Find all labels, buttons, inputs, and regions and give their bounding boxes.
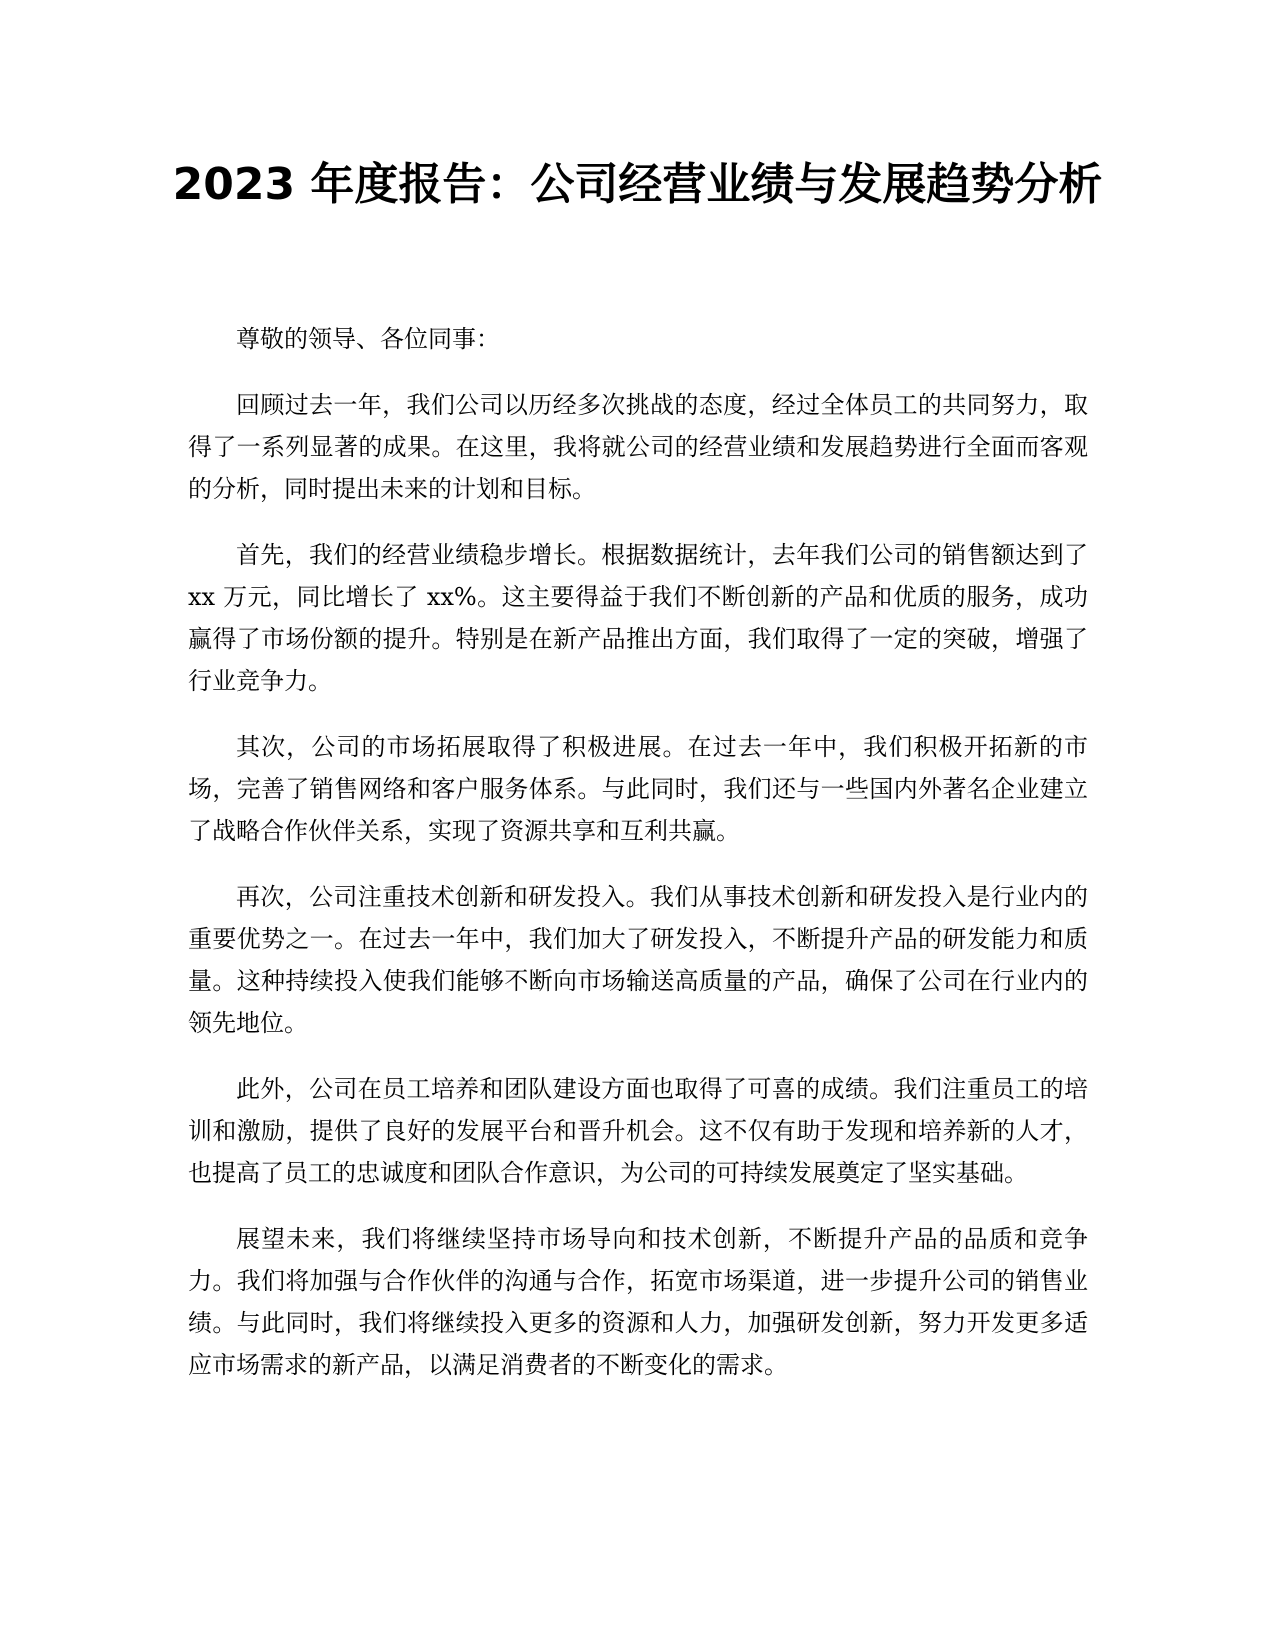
paragraph-outlook: 展望未来，我们将继续坚持市场导向和技术创新，不断提升产品的品质和竞争力。我们将加强与合作伙伴的沟通与合作，拓宽市场渠道，进一步提升公司的销售业绩。与此同时，我们将继续投入更多的资源和人力，加强研发创新，努力开发更多适应市场需求的新产品，以满足消费者的不断变化的需求。 [188, 1225, 1088, 1379]
paragraph-staff: 此外，公司在员工培养和团队建设方面也取得了可喜的成绩。我们注重员工的培训和激励，提供了良好的发展平台和晋升机会。这不仅有助于发现和培养新的人才，也提高了员工的忠诚度和团队合作意识，为公司的可持续发展奠定了坚实基础。 [188, 1075, 1088, 1187]
document-title: 2023 年度报告：公司经营业绩与发展趋势分析 [172, 159, 1103, 210]
paragraph-performance: 首先，我们的经营业绩稳步增长。根据数据统计，去年我们公司的销售额达到了 xx 万元，同比增长了 xx%。这主要得益于我们不断创新的产品和优质的服务，成功赢得了市场份额的提升。特别是在新产品推出方面，我们取得了一定的突破，增强了行业竞争力。 [188, 541, 1088, 695]
paragraph-salutation: 尊敬的领导、各位同事： [236, 325, 500, 353]
paragraph-technology: 再次，公司注重技术创新和研发投入。我们从事技术创新和研发投入是行业内的重要优势之一。在过去一年中，我们加大了研发投入，不断提升产品的研发能力和质量。这种持续投入使我们能够不断向市场输送高质量的产品，确保了公司在行业内的领先地位。 [188, 883, 1088, 1037]
paragraph-market: 其次，公司的市场拓展取得了积极进展。在过去一年中，我们积极开拓新的市场，完善了销售网络和客户服务体系。与此同时，我们还与一些国内外著名企业建立了战略合作伙伴关系，实现了资源共享和互利共赢。 [188, 733, 1088, 845]
paragraph-review: 回顾过去一年，我们公司以历经多次挑战的态度，经过全体员工的共同努力，取得了一系列显著的成果。在这里，我将就公司的经营业绩和发展趋势进行全面而客观的分析，同时提出未来的计划和目标。 [188, 391, 1088, 503]
document-body [188, 318, 1088, 1410]
